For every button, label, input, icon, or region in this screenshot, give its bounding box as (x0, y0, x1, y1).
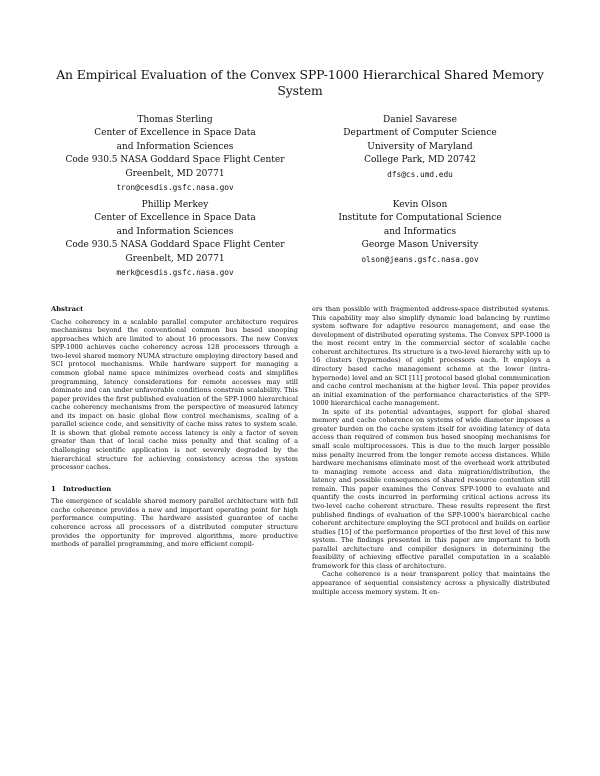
right-column (312, 305, 550, 596)
author-affiliation-line: Code 930.5 NASA Goddard Space Flight Center (65, 240, 285, 251)
author-affiliation-line: Center of Excellence in Space Data (94, 128, 256, 139)
author-affiliation-line: Institute for Computational Science (338, 213, 502, 224)
left-column (51, 305, 298, 549)
paper-title: An Empirical Evaluation of the Convex SPP-1000 Hierarchical Shared Memory System (56, 67, 544, 98)
author-affiliation-line: and Informatics (383, 226, 457, 237)
author-name: Phillip Merkey (141, 200, 209, 210)
author-affiliation-line: and Information Sciences (116, 141, 234, 152)
author-name: Kevin Olson (392, 200, 448, 210)
abstract-heading: Abstract (51, 305, 84, 313)
section-number: 1 (51, 484, 56, 493)
author-name: Daniel Savarese (383, 115, 457, 125)
author-name: Thomas Sterling (137, 115, 213, 125)
author-affiliation-line: Center of Excellence in Space Data (94, 213, 256, 224)
author-block (320, 199, 520, 266)
author-affiliation-line: College Park, MD 20742 (364, 155, 476, 166)
section-title: Introduction (62, 484, 112, 493)
intro-paragraph: The emergence of scalable shared memory parallel architecture with full cache coherence provides a new and important operating point for high performance computing. The hardware assisted guarantee of cache coherence across all processors of a distributed computer structure provides the opportunity for improved algorithms, more productive methods of parallel programming, and more efficient compil- (51, 497, 298, 549)
body-paragraph: Cache coherence is a near transparent policy that maintains the appearance of sequential consistency across a physically distributed multiple access memory system. It en- (312, 570, 550, 596)
section-heading (51, 485, 298, 494)
author-email: merk@cesdis.gsfc.nasa.gov (116, 268, 234, 278)
author-affiliation-line: University of Maryland (367, 141, 473, 152)
author-affiliation-line: Code 930.5 NASA Goddard Space Flight Center (65, 155, 285, 166)
author-block (320, 114, 520, 181)
author-affiliation-line: George Mason University (361, 240, 479, 251)
author-affiliation-line: Greenbelt, MD 20771 (125, 253, 225, 264)
author-email: olson@jeans.gsfc.nasa.gov (361, 254, 479, 264)
author-block (60, 114, 290, 194)
author-affiliation-line: Greenbelt, MD 20771 (125, 168, 225, 179)
author-email: tron@cesdis.gsfc.nasa.gov (116, 183, 234, 193)
author-email: dfs@cs.umd.edu (387, 169, 453, 179)
author-affiliation-line: Department of Computer Science (343, 128, 497, 139)
abstract-text: Cache coherency in a scalable parallel computer architecture requires mechanisms beyond the conventional common bus based snooping approaches which are limited to about 16 processors. The new Convex SPP-1000 achieves cache coherency across 128 processors through a two-level shared memory NUMA structure employing directory based and SCI protocol mechanisms. While hardware support for managing a common global name space minimizes overhead costs and simplifies programming, latency considerations for remote accesses may still dominate and can under unfavorable conditions constrain scalability. This paper provides the first published evaluation of the SPP-1000 hierarchical cache coherency mechanisms from the perspective of measured latency and its impact on basic global flow control mechanisms, scaling of a parallel science code, and sensitivity of cache miss rates to system scale. It is shown that global remote access latency is only a factor of seven greater than that of local cache miss penalty and that scaling of a challenging scientific application is not severely degraded by the hierarchical structure for achieving consistency across the system processor caches. (51, 317, 298, 472)
author-affiliation-line: and Information Sciences (116, 226, 234, 237)
author-block (60, 199, 290, 279)
body-paragraph: ers than possible with fragmented address-space distributed systems. This capability may also simplify dynamic load balancing by runtime system software for adaptive resource management, and ease the development of distributed operating systems. The Convex SPP-1000 is the most recent entry in the commercial sector of scalable cache coherent architectures. Its structure is a two-level hierarchy with up to 16 clusters (hypernodes) of eight processors each. It employs a directory based cache management scheme at the lower (intra-hypernode) level and an SCI [11] protocol based global communication and cache control mechanism at the higher level. This paper provides an initial examination of the performance characteristics of the SPP-1000 hierarchical cache management. (312, 305, 550, 408)
body-paragraph: In spite of its potential advantages, support for global shared memory and cache coherence on systems of wide diameter imposes a greater burden on the cache system itself for avoiding latency of data access than required of common bus based snooping mechanisms for small scale multiprocessors. This is due to the much larger possible miss penalty incurred from the longer remote access distances. While hardware mechanisms eliminate most of the overhead work attributed to managing remote access and data migration/distribution, the latency and possible consequences of shared resource contention still remain. This paper examines the Convex SPP-1000 to evaluate and quantify the costs incurred in performing critical actions across its two-level cache coherent structure. These results represent the first published findings of evaluation of the SPP-1000's hierarchical cache coherent architecture employing the SCI protocol and builds on earlier studies [15] of the performance properties of the first level of this new system. The findings presented in this paper are important to both parallel architecture and compiler designers in determining the feasibility of achieving effective parallel computation in a scalable framework for this class of architecture. (312, 407, 550, 570)
